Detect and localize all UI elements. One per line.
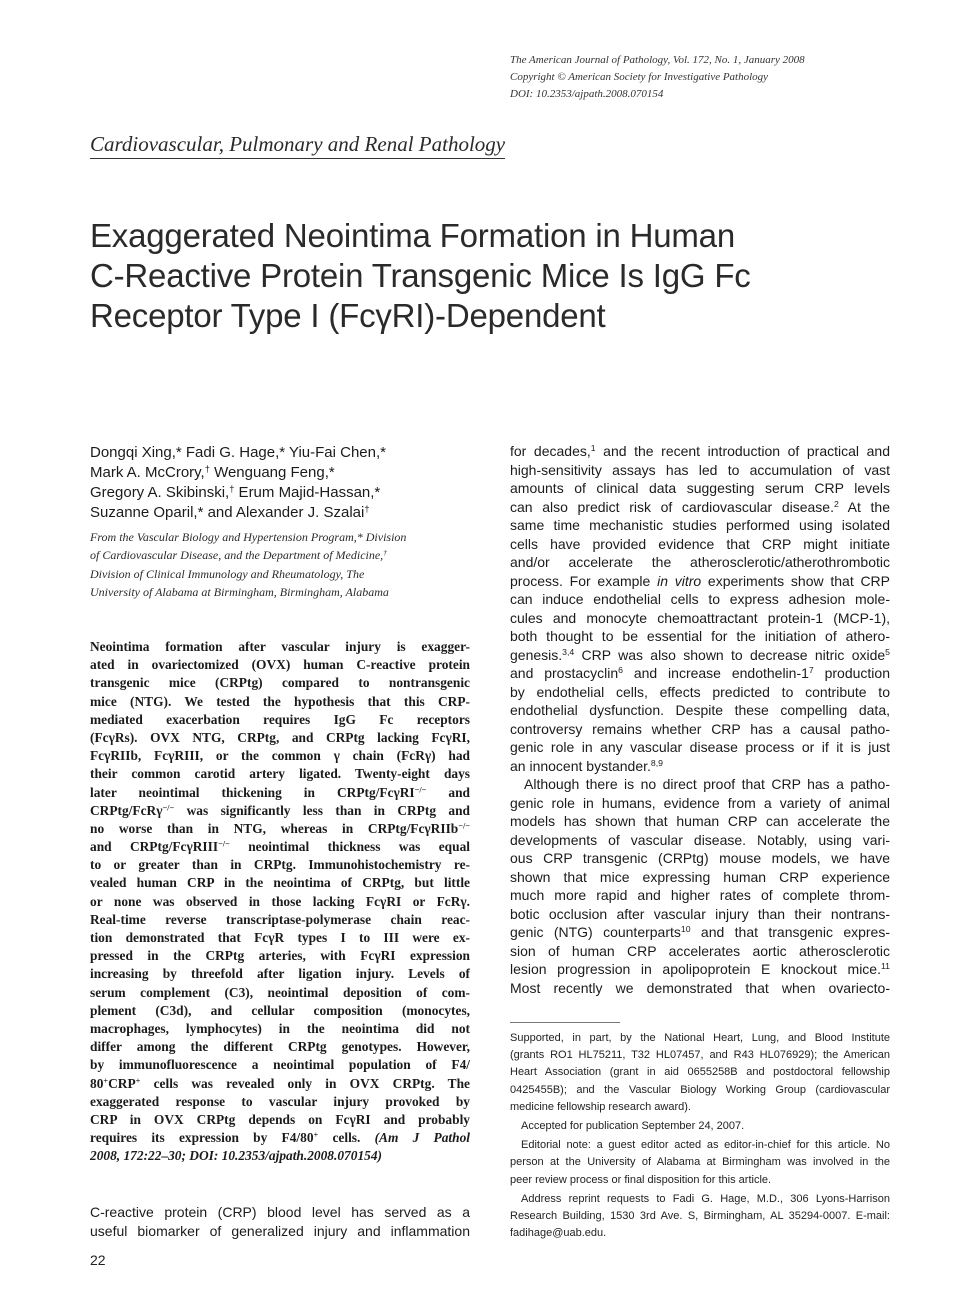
article-title: [90, 216, 910, 336]
footnotes: Supported, in part, by the National Heart, Lung, and Blood Institute (grants RO1 HL75211, T32 HL07457, and R43 HL076929); the American Heart Association (grant in aid 0655258B and postdoctoral fellowship 0425455B); and the Vascular Biology Working Group (cardiovascular medicine fellowship research award). Accepted for publication September 24, 2007. Editorial note: a guest editor acted as editor-in-chief for this article. No person at the University of Alabama at Birmingham was involved in the peer review process or final disposition for this article. Address reprint requests to Fadi G. Hage, M.D., 306 Lyons-Harrison Research Building, 1530 3rd Ave. S, Birmingham, AL 35294-0007. E-mail: fadihage@uab.edu.: [510, 1032, 890, 1240]
abstract: Neointima formation after vascular injury is exagger- ated in ovariectomized (OVX) human C-reactive protein transgenic mice (CRPtg) compared to nontransgenic mice (NTG). We tested the hypothesis that this CRP- mediated exacerbation requires IgG Fc receptors (FcγRs). OVX NTG, CRPtg, and CRPtg lacking FcγRI, FcγRIIb, FcγRIII, or the common γ chain (FcRγ) had their common carotid artery ligated. Twenty-eight days later neointimal thickening in CRPtg/FcγRI−/− and CRPtg/FcRγ−/− was significantly less than in CRPtg and no worse than in NTG, whereas in CRPtg/FcγRIIb−/− and CRPtg/FcγRIII−/− neointimal thickness was equal to or greater than in CRPtg. Immunohistochemistry re- vealed human CRP in the neointima of CRPtg, but little or none was observed in those lacking FcγRI or FcRγ. Real-time reverse transcriptase-polymerase chain reac- tion demonstrated that FcγR types I to III were ex- pressed in the CRPtg arteries, with FcγRI expression increasing by threefold after ligation injury. Levels of serum complement (C3), neointimal deposition of com- plement (C3d), and cellular composition (monocytes, macrophages, lymphocytes) in the neointima did not differ among the different CRPtg genotypes. However, by immunofluorescence a neointimal population of F4/ 80+CRP+ cells was revealed only in OVX CRPtg. The exaggerated response to vascular injury provoked by CRP in OVX CRPtg depends on FcγRI and probably requires its expression by F4/80+ cells. (Am J Pathol 2008, 172:22–30; DOI: 10.2353/ajpath.2008.070154): [90, 639, 470, 1164]
author-line: Suzanne Oparil,* and Alexander J. Szalai†: [90, 503, 370, 521]
title-line: Exaggerated Neointima Formation in Human: [90, 217, 735, 254]
page-number: 22: [90, 1252, 106, 1268]
journal-citation: [510, 52, 950, 103]
journal-copyright: Copyright © American Society for Investigative Pathology: [510, 71, 769, 83]
author-line: Dongqi Xing,* Fadi G. Hage,* Yiu-Fai Chen,*: [90, 444, 386, 461]
introduction-start: C-reactive protein (CRP) blood level has served as a useful biomarker of generalized injury and inflammation: [90, 1204, 470, 1239]
footnote-divider: [510, 1022, 620, 1023]
affiliation: From the Vascular Biology and Hypertension Program,* Division of Cardiovascular Disease, and the Department of Medicine,† Division of Clinical Immunology and Rheumatology, The University of Alabama at Birmingham, Birmingham, Alabama: [90, 530, 407, 599]
author-line: Gregory A. Skibinski,† Erum Majid-Hassan,*: [90, 483, 381, 501]
section-heading: Cardiovascular, Pulmonary and Renal Pathology: [90, 131, 505, 159]
journal-volume: The American Journal of Pathology, Vol. 172, No. 1, January 2008: [510, 54, 805, 66]
author-list: [90, 443, 480, 523]
title-line: C-Reactive Protein Transgenic Mice Is IgG Fc: [90, 257, 751, 294]
journal-doi: DOI: 10.2353/ajpath.2008.070154: [510, 88, 664, 100]
author-line: Mark A. McCrory,† Wenguang Feng,*: [90, 463, 335, 481]
body-text-right-column: for decades,$^1$ and the recent introduction of practical and high-sensitivity assays has led to accumulation of vast amounts of clinical data suggesting serum CRP levels can also predict risk of cardiovascular disease.$^2$ At the same time mechanistic studies performed using isolated cells have provided evidence that CRP might initiate and/or accelerate the atherosclerotic/atherothrombotic process. For example in vitro experiments show that CRP can induce endothelial cells to express adhesion mole- cules and monocyte chemoattractant protein-1 (MCP-1), both thought to be essential for the initiation of athero- genesis.$^{3,4}$ CRP was also shown to decrease nitric oxide$^5$ and prostacyclin$^6$ and increase endothelin-$1^7$ production by endothelial cells, effects predicted to contribute to endothelial dysfunction. Despite these compelling data, controversy remains whether CRP has a causal patho- genic role in any vascular disease process or if it is just an innocent bystander.$^{8,9}$ Although there is no direct proof that CRP has a patho- genic role in humans, evidence from a variety of animal models has shown that human CRP can accelerate the developments of vascular disease. Notably, using vari- ous CRP transgenic (CRPtg) mouse models, we have shown that mice expressing human CRP experience much more rapid and higher rates of complete throm- botic occlusion after vascular injury than their nontrans- genic (NTG) counterparts$^{10}$ and that transgenic expres- sion of human CRP accelerates aortic atherosclerotic lesion progression in apolipoprotein E knockout mice.$^{11}$ Most recently we demonstrated that when ovariecto-: [510, 443, 891, 996]
title-line: Receptor Type I (FcγRI)-Dependent: [90, 297, 606, 334]
